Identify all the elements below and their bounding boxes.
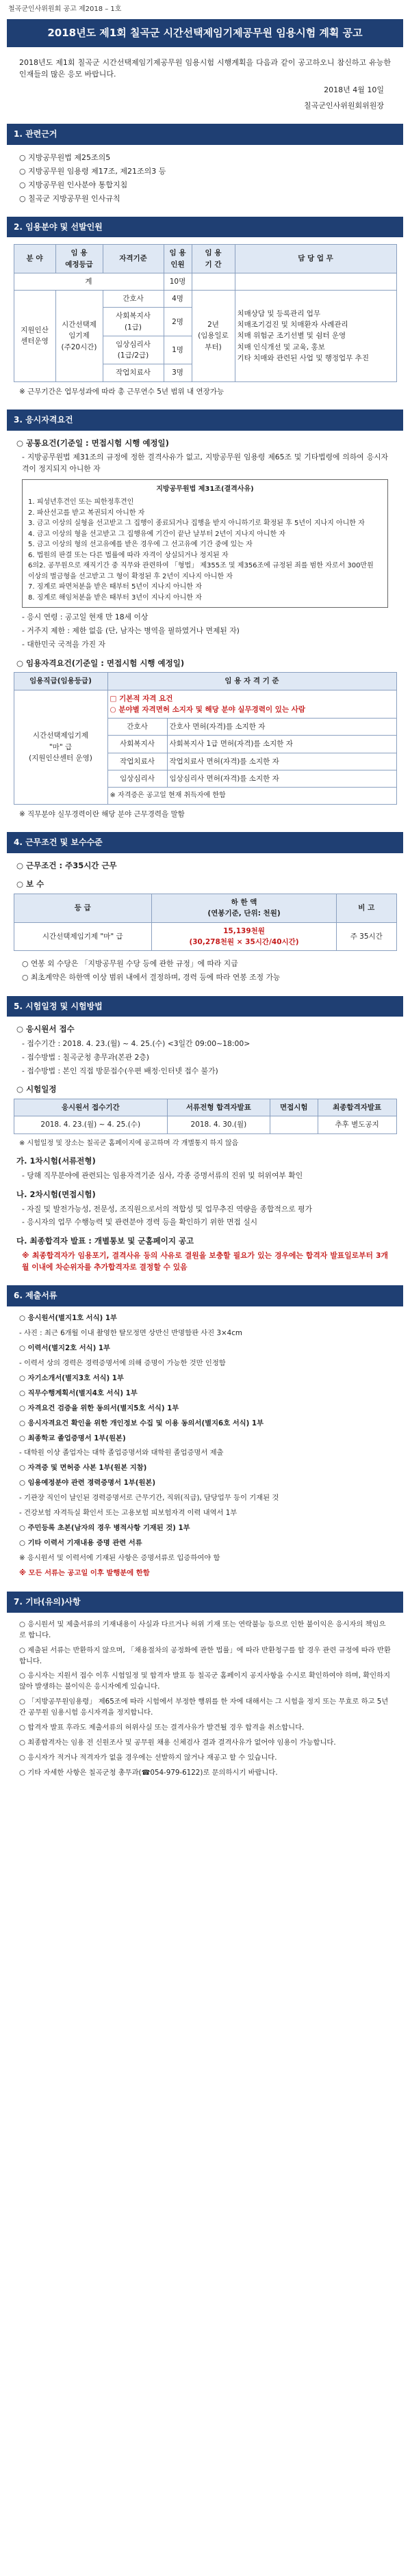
table-header: 분 야 bbox=[14, 245, 55, 273]
table-cell: 간호사 bbox=[107, 719, 167, 736]
paragraph: - 대한민국 국적을 가진 자 bbox=[22, 639, 105, 649]
list-item: - 대학원 이상 졸업자는 대학 졸업증명서와 대학원 졸업증명서 제출 bbox=[19, 1449, 224, 1458]
table-cell: 2년 (임용일로 부터) bbox=[192, 291, 235, 382]
note: ※ 모든 서류는 공고일 이후 발행분에 한함 bbox=[19, 1569, 150, 1578]
basis-list bbox=[7, 152, 403, 204]
table-header: 비 고 bbox=[337, 894, 396, 923]
table-cell bbox=[235, 273, 396, 290]
table-cell: 4명 bbox=[164, 291, 192, 308]
table-cell: 2명 bbox=[164, 308, 192, 336]
paragraph: ○ 연봉 외 수당은 「지방공무원 수당 등에 관한 규정」에 따라 지급 bbox=[22, 959, 238, 969]
subsection-title: 다. 최종합격자 발표 : 개별통보 및 군홈페이지 공고 bbox=[16, 1236, 194, 1246]
table-cell: 1명 bbox=[164, 336, 192, 364]
list-item: ○ 응시자는 지원서 접수 이후 시험일정 및 합격자 발표 등 칠곡군 홈페이지 공지사항을 수시로 확인하여야 하며, 확인하지 않아 발생하는 불이익은 응시자에게 있습니다. bbox=[19, 1672, 391, 1691]
table-header: 임 용 예정등급 bbox=[55, 245, 103, 273]
notice-issuer: 칠곡군인사위원회위원장 bbox=[304, 100, 384, 110]
section-title: 6. 제출서류 bbox=[7, 1285, 403, 1306]
list-item: 6의2. 공무원으로 재직기간 중 직무와 관련하여 「형법」 제355조 및 제356조에 규정된 죄를 범한 자로서 300만원 이상의 벌금형을 선고받고 그 형이 확정된 후 2년이 지나지 아니한 자 bbox=[28, 562, 374, 580]
table-cell: 10명 bbox=[164, 273, 192, 290]
table-cell: 작업치료사 bbox=[107, 753, 167, 770]
section-title: 5. 시험일정 및 시험방법 bbox=[7, 996, 403, 1017]
notice-reference: 철곡군인사위원회 공고 제2018 – 1호 bbox=[8, 5, 122, 13]
table-cell: 계 bbox=[14, 273, 164, 290]
paragraph: - 응시자의 업무 수행능력 및 관련분야 경력 등을 확인하기 위한 면접 실시 bbox=[22, 1218, 258, 1227]
list-item: 3. 금고 이상의 실형을 선고받고 그 집행이 종료되거나 집행을 받지 아니하기로 확정된 후 5년이 지나지 아니한 자 bbox=[28, 520, 365, 528]
list-item: - 사진 : 최근 6개월 이내 촬영한 탈모정면 상반신 반명함판 사진 3×4cm bbox=[19, 1328, 242, 1337]
table-cell: 2018. 4. 30.(월) bbox=[167, 1116, 270, 1133]
subsection-title: ○ 보 수 bbox=[16, 879, 44, 889]
table-header: 임 용 인원 bbox=[164, 245, 192, 273]
table-cell bbox=[192, 273, 235, 290]
list-item: ○ 지방공무원 임용령 제17조, 제21조의3 등 bbox=[19, 166, 166, 176]
subsection-title: ○ 시험일정 bbox=[16, 1084, 57, 1095]
recruitment-table bbox=[14, 244, 397, 381]
table-cell: 주 35시간 bbox=[337, 922, 396, 951]
page-title: 2018년도 제1회 칠곡군 시간선택제임기제공무원 임용시험 계획 공고 bbox=[7, 19, 403, 47]
subsection-title: 나. 2차시험(면접시험) bbox=[16, 1189, 96, 1199]
table-note: ※ 직무분야 실무경력이란 해당 분야 근무경력을 말함 bbox=[19, 809, 185, 818]
table-cell: 임상심리사 bbox=[107, 770, 167, 787]
qualification-table bbox=[14, 672, 397, 804]
list-item: 1. 피성년후견인 또는 피한정후견인 bbox=[28, 498, 134, 507]
table-cell: 시간선택제 임기제 (주20시간) bbox=[55, 291, 103, 382]
table-cell: 치매상담 및 등록관리 업무 치매조기검진 및 치매환자 사례관리 치매 위험군 조기선별 및 쉼터 운영 치매 인식개선 및 교육, 홍보 기타 치매와 관련된 사업 및 행정업무 추진 bbox=[235, 291, 396, 382]
list-item: ○ 지방공무원법 제25조의5 bbox=[19, 152, 111, 162]
list-item: ○ 응시원서(별지1호 서식) 1부 bbox=[19, 1313, 117, 1322]
box-title: 지방공무원법 제31조(결격사유) bbox=[156, 485, 254, 493]
note: ※ 응시원서 및 이력서에 기재된 사항은 증명서류로 입증하여야 함 bbox=[19, 1554, 220, 1563]
table-header: 자격기준 bbox=[103, 245, 164, 273]
table-cell: 사회복지사 (1급) bbox=[103, 308, 164, 336]
table-cell: 15,139천원 (30,278천원 × 35시간/40시간) bbox=[152, 922, 337, 951]
paragraph: ○ 최초계약은 하한액 이상 범위 내에서 결정하며, 경력 등에 따라 연봉 조정 가능 bbox=[22, 973, 281, 982]
list-item: ○ 기타 자세한 사항은 칠곡군청 총무과(☎054-979-6122)로 문의하시기 바랍니다. bbox=[19, 1769, 278, 1777]
list-item: ○ 최종학교 졸업증명서 1부(원본) bbox=[19, 1434, 126, 1443]
paragraph: - 거주지 제한 : 제한 없음 (단, 남자는 병역을 필하였거나 면제된 자) bbox=[22, 626, 240, 636]
table-header: 하 한 액 (연봉기준, 단위: 천원) bbox=[152, 894, 337, 923]
table-cell: 작업치료사 bbox=[103, 364, 164, 381]
paragraph: - 지방공무원법 제31조의 규정에 정한 결격사유가 없고, 지방공무원 임용령 제65조 및 기타법령에 의하여 응시자격이 정지되지 아니한 자 bbox=[22, 453, 388, 474]
section-title: 1. 관련근거 bbox=[7, 124, 403, 145]
subsection-title: ○ 임용자격요건(기준일 : 면접시험 시행 예정일) bbox=[16, 658, 185, 668]
list-item: ○ 이력서(별지2호 서식) 1부 bbox=[19, 1343, 111, 1352]
table-cell: 임상심리사 (1급/2급) bbox=[103, 336, 164, 364]
disqualification-box bbox=[22, 479, 388, 608]
list-item: ○ 합격자 발표 후라도 제출서류의 허위사실 또는 결격사유가 발견될 경우 합격을 취소합니다. bbox=[19, 1723, 305, 1732]
documents-list bbox=[7, 1313, 403, 1579]
list-item: ○ 지방공무원 인사분야 통합지침 bbox=[19, 180, 128, 189]
table-cell: 간호사 면허(자격)를 소지한 자 bbox=[167, 719, 396, 736]
list-item: ○ 응시자가 적거나 적격자가 없을 경우에는 선발하지 않거나 재공고 할 수 있습니다. bbox=[19, 1754, 277, 1762]
table-cell: 시간선택제임기제 "마" 급 (지원인산센터 운영) bbox=[14, 690, 107, 804]
list-item: ○ 자격요건 검증을 위한 동의서(별지5호 서식) 1부 bbox=[19, 1404, 179, 1412]
paragraph: - 접수기간 : 2018. 4. 23.(월) ~ 4. 25.(수) <3일간 09:00~18:00> bbox=[22, 1039, 251, 1049]
notice-date: 2018년 4월 10일 bbox=[324, 85, 384, 94]
list-item: 6. 법원의 판결 또는 다른 법률에 따라 자격이 상실되거나 정지된 자 bbox=[28, 551, 229, 559]
list-item: 5. 금고 이상의 형의 선고유예를 받은 경우에 그 선고유예 기간 중에 있는 자 bbox=[28, 541, 253, 549]
list-item: ○ 응시원서 및 제출서류의 기재내용이 사실과 다르거나 허위 기재 또는 연락불능 등으로 인한 불이익은 응시자의 책임으로 합니다. bbox=[19, 1620, 386, 1639]
table-cell: 3명 bbox=[164, 364, 192, 381]
table-cell: 사회복지사 bbox=[107, 736, 167, 753]
intro-paragraph: 2018년도 제1회 칠곡군 시간선택제임기제공무원 임용시험 시행계획을 다음과 같이 공고하오니 참신하고 유능한 인재들의 많은 응모 바랍니다. bbox=[19, 57, 391, 79]
table-header: 등 급 bbox=[14, 894, 152, 923]
table-cell: 임상심리사 면허(자격)를 소지한 자 bbox=[167, 770, 396, 787]
table-cell: 간호사 bbox=[103, 291, 164, 308]
notes-list bbox=[7, 1620, 403, 1779]
table-cell: □ 기본적 자격 요건 ○ 분야별 자격면허 소지자 및 해당 분야 실무경력이 있는 사람 bbox=[107, 690, 396, 719]
table-header: 서류전형 합격자발표 bbox=[167, 1099, 270, 1116]
table-header: 최종합격자발표 bbox=[318, 1099, 396, 1116]
list-item: 4. 금고 이상의 형을 선고받고 그 집행유예 기간이 끝난 날부터 2년이 지나지 아니한 자 bbox=[28, 530, 286, 538]
table-header: 임용직급(임용등급) bbox=[14, 673, 107, 690]
table-cell: 2018. 4. 23.(월) ~ 4. 25.(수) bbox=[14, 1116, 167, 1133]
list-item: - 이력서 상의 경력은 경력증명서에 의해 증명이 가능한 것만 인정함 bbox=[19, 1358, 226, 1367]
table-header: 응시원서 접수기간 bbox=[14, 1099, 167, 1116]
paragraph: - 당해 직무분야에 관련되는 임용자격기준 심사, 각종 증명서류의 진위 및 허위여부 확인 bbox=[22, 1171, 303, 1180]
warning-note: ※ 최종합격자가 임용포기, 결격사유 등의 사유로 결원을 보충할 필요가 있는 경우에는 합격자 발표일로부터 3개월 이내에 차순위자를 추가합격자로 결정할 수 있음 bbox=[22, 1250, 388, 1272]
table-cell: 추후 별도공지 bbox=[318, 1116, 396, 1133]
table-cell: 지원인산 센터운영 bbox=[14, 291, 55, 382]
table-note: ※ 근무기간은 업무성과에 따라 총 근무연수 5년 범위 내 연장가능 bbox=[19, 387, 225, 396]
table-cell: ※ 자격증은 공고일 현재 취득자에 한함 bbox=[107, 788, 396, 805]
list-item: ○ 임용예정분야 관련 경력증명서 1부(원본) bbox=[19, 1479, 156, 1488]
paragraph: - 접수방법 : 본인 직접 방문접수(우편 배정·인터넷 접수 불가) bbox=[22, 1066, 218, 1075]
table-header: 임 용 자 격 기 준 bbox=[107, 673, 396, 690]
paragraph: - 응시 연령 : 공고일 현재 만 18세 이상 bbox=[22, 613, 149, 622]
list-item: 7. 징계로 파면처분을 받은 때부터 5년이 지나지 아니한 자 bbox=[28, 583, 202, 591]
subsection-title: ○ 응시원서 접수 bbox=[16, 1024, 75, 1034]
section-title: 4. 근무조건 및 보수수준 bbox=[7, 832, 403, 853]
list-item: ○ 직무수행계획서(별지4호 서식) 1부 bbox=[19, 1388, 138, 1397]
table-cell bbox=[270, 1116, 318, 1133]
subsection-title: ○ 근무조건 : 주35시간 근무 bbox=[16, 860, 117, 870]
section-title: 3. 응시자격요건 bbox=[7, 410, 403, 431]
list-item: 8. 징계로 해임처분을 받은 때부터 3년이 지나지 아니한 자 bbox=[28, 593, 202, 602]
list-item: ○ 「지방공무원임용령」 제65조에 따라 시험에서 부정한 행위를 한 자에 대해서는 그 시험을 정지 또는 무효로 하고 5년간 공무원 임용시험 응시자격을 정지합니다. bbox=[19, 1698, 389, 1717]
list-item: ○ 기타 이력서 기재내용 증명 관련 서류 bbox=[19, 1539, 142, 1548]
list-item: ○ 응시자격요건 확인을 위한 개인정보 수집 및 이용 동의서(별지6호 서식) 1부 bbox=[19, 1419, 264, 1427]
table-cell: 사회복지사 1급 면허(자격)를 소지한 자 bbox=[167, 736, 396, 753]
list-item: ○ 주민등록 초본(남자의 경우 병적사항 기재된 것) 1부 bbox=[19, 1524, 190, 1533]
table-note: ※ 시험일정 및 장소는 칠곡군 홈페이지에 공고하며 각 개별통지 하지 않음 bbox=[19, 1139, 239, 1147]
pay-table bbox=[14, 894, 397, 951]
subsection-title: 가. 1차시험(서류전형) bbox=[16, 1156, 96, 1166]
paragraph: - 접수방법 : 칠곡군청 총무과(본관 2층) bbox=[22, 1052, 150, 1062]
list-item: ○ 칠곡군 지방공무원 인사규칙 bbox=[19, 193, 120, 203]
list-item: ○ 자기소개서(별지3호 서식) 1부 bbox=[19, 1373, 124, 1382]
schedule-table bbox=[14, 1099, 397, 1134]
section-title: 7. 기타(유의)사항 bbox=[7, 1592, 403, 1613]
list-item: ○ 자격증 및 면허증 사본 1부(원본 지참) bbox=[19, 1464, 147, 1473]
table-header: 담 당 업 무 bbox=[235, 245, 396, 273]
list-item: ○ 제출된 서류는 반환하지 않으며, 「채용절차의 공정화에 관한 법률」에 따라 반환청구를 할 경우 관련 규정에 따라 반환합니다. bbox=[19, 1646, 391, 1665]
list-item: ○ 최종합격자는 임용 전 신원조사 및 공무원 채용 신체검사 결과 결격사유가 없어야 임용이 가능합니다. bbox=[19, 1739, 336, 1747]
notice-document bbox=[7, 0, 403, 1788]
list-item: - 건강보험 자격득실 확인서 또는 고용보험 피보험자격 이력 내역서 1부 bbox=[19, 1509, 238, 1518]
paragraph: - 자질 및 발전가능성, 전문성, 조직원으로서의 적합성 및 업무추진 역량을 종합적으로 평가 bbox=[22, 1204, 312, 1213]
table-header: 임 용 기 간 bbox=[192, 245, 235, 273]
section-title: 2. 임용분야 및 선발인원 bbox=[7, 217, 403, 238]
list-item: 2. 파산선고를 받고 복권되지 아니한 자 bbox=[28, 509, 145, 517]
table-cell: 작업치료사 면허(자격)를 소지한 자 bbox=[167, 753, 396, 770]
table-header: 면접시험 bbox=[270, 1099, 318, 1116]
subsection-title: ○ 공통요건(기준일 : 면접시험 시행 예정일) bbox=[16, 438, 169, 448]
list-item: - 기관장 직인이 날인된 경력증명서로 근무기간, 직위(직급), 담당업무 등이 기재된 것 bbox=[19, 1494, 279, 1503]
table-cell: 시간선택제임기제 "마" 급 bbox=[14, 922, 152, 951]
